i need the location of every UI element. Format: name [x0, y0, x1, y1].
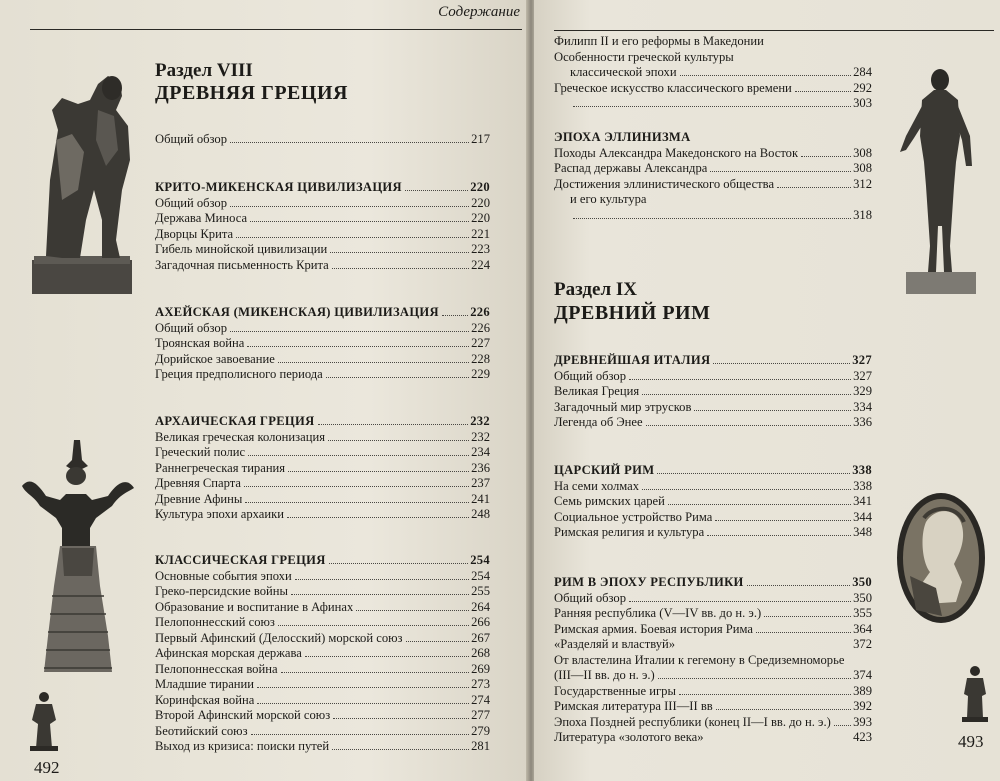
toc-entry-page: 281: [471, 739, 490, 753]
toc-entry-page: 312: [853, 176, 872, 191]
toc-entry[interactable]: [155, 211, 490, 227]
toc-entry[interactable]: [554, 96, 872, 112]
toc-entry[interactable]: [554, 715, 872, 731]
toc-entry-page: 217: [471, 132, 490, 146]
toc-entry-page: 266: [471, 615, 490, 629]
toc-entry[interactable]: [155, 739, 490, 755]
toc-entry[interactable]: [554, 637, 872, 653]
toc-entry-page: 274: [471, 692, 490, 707]
toc-entry[interactable]: [554, 606, 872, 622]
toc-entry[interactable]: [554, 479, 872, 495]
toc-entry[interactable]: [554, 384, 872, 400]
toc-heading[interactable]: [155, 180, 490, 196]
toc-entry-page: 303: [853, 96, 872, 110]
toc-entry-title: Общий обзор: [155, 195, 228, 210]
toc-entry-page: 308: [853, 161, 872, 175]
section-label: Раздел IX: [554, 279, 637, 300]
toc-heading-page: 232: [470, 414, 490, 428]
toc-entry[interactable]: [554, 369, 872, 385]
toc-entry-title: Особенности греческой культуры: [554, 49, 734, 64]
toc-entry-title: Дворцы Крита: [155, 226, 234, 241]
robed-figure-icon: [26, 690, 62, 752]
toc-entry-page: 338: [853, 478, 872, 493]
toc-entry-page: 292: [853, 80, 872, 95]
toc-entry-title: Греческий полис: [155, 445, 246, 459]
toc-entry-title: и его культура: [570, 192, 647, 206]
toc-section-achaean: [155, 305, 490, 383]
toc-heading-page: 220: [470, 180, 490, 194]
toc-section-republic: [554, 575, 872, 746]
toc-heading[interactable]: [554, 575, 872, 591]
toc-entry-page: 227: [471, 336, 490, 350]
toc-entry-page: 336: [853, 415, 872, 429]
toc-entry-page: 393: [853, 714, 872, 729]
toc-entry-page: 329: [853, 384, 872, 398]
toc-entry-title: Древняя Спарта: [155, 476, 242, 490]
toc-entry-title: (III—II вв. до н. э.): [554, 668, 655, 682]
toc-entry[interactable]: [554, 415, 872, 431]
toc-entry-title: На семи холмах: [554, 478, 640, 493]
page-number: 492: [34, 758, 60, 777]
toc-entry[interactable]: [554, 161, 872, 177]
toc-entry[interactable]: [155, 258, 490, 274]
toc-entry-page: 248: [471, 507, 490, 521]
toc-entry-page: 318: [853, 207, 872, 222]
toc-entry-page: 241: [471, 491, 490, 506]
toc-entry-title: Великая Греция: [554, 384, 640, 398]
toc-entry-page: 234: [471, 445, 490, 459]
toc-entry[interactable]: [155, 492, 490, 508]
toc-classical-continued: [554, 34, 872, 112]
toc-entry[interactable]: [554, 65, 872, 81]
toc-entry-page: 392: [853, 699, 872, 713]
toc-entry[interactable]: [155, 646, 490, 662]
toc-entry-page: 236: [471, 460, 490, 475]
toc-section-royal-rome: [554, 463, 872, 541]
toc-entry-title: Общий обзор: [155, 132, 228, 146]
toc-entry[interactable]: [155, 507, 490, 523]
toc-entry[interactable]: [554, 684, 872, 700]
toc-entry-page: 374: [853, 668, 872, 682]
toc-heading-title: АХЕЙСКАЯ (МИКЕНСКАЯ) ЦИВИЛИЗАЦИЯ: [155, 305, 439, 319]
hercules-statue-illustration: [32, 70, 136, 296]
toc-entry-page: 344: [853, 509, 872, 524]
toc-entry[interactable]: [155, 708, 490, 724]
toc-entry-title: Общий обзор: [554, 368, 627, 383]
toc-entry-page: 355: [853, 606, 872, 620]
toc-entry-title: Походы Александра Македонского на Восток: [554, 145, 799, 160]
toc-heading[interactable]: [554, 130, 872, 146]
toc-entry[interactable]: [155, 584, 490, 600]
right-page: [534, 0, 1000, 781]
toc-heading-title: КЛАССИЧЕСКАЯ ГРЕЦИЯ: [155, 553, 326, 567]
toc-entry-title: Государственные игры: [554, 683, 676, 698]
toc-entry[interactable]: [155, 631, 490, 647]
toc-heading[interactable]: [554, 353, 872, 369]
toc-entry-page: 228: [471, 351, 490, 366]
page-number: 493: [958, 732, 984, 751]
toc-entry-title: Коринфская война: [155, 692, 255, 707]
toc-heading-title: РИМ В ЭПОХУ РЕСПУБЛИКИ: [554, 575, 744, 589]
toc-section-classical-greece: [155, 553, 490, 755]
toc-entry[interactable]: [554, 653, 872, 669]
toc-entry-page: 237: [471, 476, 490, 490]
toc-entry-page: 277: [471, 708, 490, 722]
toc-entry[interactable]: [554, 400, 872, 416]
toc-entry[interactable]: [155, 724, 490, 740]
toc-entry-title: Загадочный мир этрусков: [554, 399, 692, 414]
toc-section-hellenism: [554, 130, 872, 223]
snake-goddess-figurine-illustration: [16, 436, 140, 678]
toc-entry-page: 232: [471, 429, 490, 444]
toc-entry[interactable]: [554, 622, 872, 638]
toc-entry-page: 223: [471, 242, 490, 256]
toc-entry[interactable]: [155, 461, 490, 477]
toc-entry[interactable]: [554, 34, 872, 50]
toc-entry[interactable]: [554, 525, 872, 541]
toga-figure-icon: [958, 664, 992, 724]
toc-entry-page: 269: [471, 661, 490, 676]
toc-entry[interactable]: [155, 367, 490, 383]
toc-entry-title: Греция предполисного периода: [155, 367, 323, 381]
toc-entry-title: Первый Афинский (Делосский) морской союз: [155, 630, 403, 645]
toc-entry-title: Второй Афинский морской союз: [155, 708, 331, 722]
toc-heading-page: 254: [470, 553, 490, 567]
toc-entry[interactable]: [155, 430, 490, 446]
toc-entry-page: 308: [853, 145, 872, 160]
toc-entry[interactable]: [155, 242, 490, 258]
toc-entry[interactable]: [554, 510, 872, 526]
toc-heading[interactable]: [155, 553, 490, 569]
toc-entry[interactable]: [554, 177, 872, 193]
toc-entry-page: 284: [853, 65, 872, 79]
toc-entry-page: 364: [853, 621, 872, 636]
toc-entry-title: Образование и воспитание в Афинах: [155, 599, 354, 614]
toc-entry-title: Младшие тирании: [155, 677, 255, 691]
running-head-text: Содержание: [438, 4, 520, 20]
toc-entry-title: Дорийское завоевание: [155, 351, 275, 366]
toc-entry-title: Основные события эпохи: [155, 568, 292, 583]
toc-entry-title: Социальное устройство Рима: [554, 509, 713, 524]
toc-heading[interactable]: [554, 463, 872, 479]
toc-entry[interactable]: [554, 208, 872, 224]
toc-entry-title: Беотийский союз: [155, 723, 248, 738]
toc-entry-page: 220: [471, 195, 490, 210]
toc-heading-title: АРХАИЧЕСКАЯ ГРЕЦИЯ: [155, 414, 315, 428]
toc-heading-page: 226: [470, 305, 490, 319]
cameo-portrait-illustration: [896, 492, 986, 624]
toc-entry-title: Достижения эллинистического общества: [554, 176, 775, 191]
toc-heading-page: 338: [852, 463, 872, 477]
toc-entry[interactable]: [554, 50, 872, 66]
toc-entry[interactable]: [155, 352, 490, 368]
toc-entry-title: Римская армия. Боевая история Рима: [554, 621, 753, 636]
toc-entry-title: Афинская морская держава: [155, 646, 302, 660]
toc-entry[interactable]: [155, 336, 490, 352]
toc-entry-title: Ранняя республика (V—IV вв. до н. э.): [554, 606, 762, 620]
toc-heading-title: ЭПОХА ЭЛЛИНИЗМА: [554, 130, 691, 144]
toc-entry-title: Греческое искусство классического времени: [554, 80, 792, 95]
toc-entry-title: Распад державы Александра: [554, 161, 708, 175]
toc-heading-title: ЦАРСКИЙ РИМ: [554, 463, 655, 477]
toc-entry-page: 267: [471, 630, 490, 645]
toc-entry-title: Общий обзор: [554, 590, 627, 605]
toc-entry-title: Троянская война: [155, 336, 245, 350]
toc-heading-page: 327: [852, 353, 872, 367]
toc-entry-page: 341: [853, 494, 872, 508]
running-head: [30, 0, 522, 30]
toc-entry-page: 255: [471, 584, 490, 598]
toc-entry[interactable]: [155, 321, 490, 337]
toc-entry-page: 220: [471, 211, 490, 225]
toc-entry[interactable]: [155, 196, 490, 212]
toc-entry[interactable]: [155, 600, 490, 616]
toc-entry-title: От властелина Италии к гегемону в Средиземноморье: [554, 652, 845, 667]
toc-entry-title: Греко-персидские войны: [155, 584, 288, 598]
toc-entry-page: 372: [853, 637, 872, 651]
section-label: Раздел VIII: [155, 60, 253, 81]
toc-entry-page: 264: [471, 599, 490, 614]
toc-entry[interactable]: [155, 693, 490, 709]
toc-entry-page: 389: [853, 683, 872, 698]
toc-heading-page: 350: [852, 575, 872, 589]
toc-entry[interactable]: [155, 476, 490, 492]
toc-entry[interactable]: [554, 146, 872, 162]
toc-entry-title: классической эпохи: [570, 65, 677, 79]
toc-entry[interactable]: [554, 668, 872, 684]
toc-entry-page: 423: [853, 730, 872, 744]
toc-entry-title: Гибель минойской цивилизации: [155, 242, 328, 256]
toc-entry-page: 268: [471, 646, 490, 660]
toc-entry[interactable]: [155, 615, 490, 631]
header-rule: [554, 30, 994, 31]
toc-entry-title: Пелопоннесский союз: [155, 615, 275, 629]
toc-entry[interactable]: [155, 662, 490, 678]
toc-entry-title: Легенда об Энее: [554, 415, 643, 429]
toc-entry[interactable]: [155, 569, 490, 585]
toc-entry[interactable]: [554, 494, 872, 510]
toc-entry[interactable]: [155, 132, 490, 148]
toc-overview: [155, 132, 490, 148]
toc-entry-page: 279: [471, 723, 490, 738]
toc-entry-title: Великая греческая колонизация: [155, 429, 326, 444]
toc-entry-title: Держава Миноса: [155, 211, 248, 225]
toc-entry[interactable]: [554, 192, 872, 208]
toc-entry-title: Филипп II и его реформы в Македонии: [554, 34, 764, 48]
toc-entry-title: Выход из кризиса: поиски путей: [155, 739, 330, 753]
toc-entry[interactable]: [155, 227, 490, 243]
toc-entry-title: Общий обзор: [155, 320, 228, 335]
toc-entry-title: Литература «золотого века»: [554, 730, 704, 744]
toc-entry-page: 348: [853, 525, 872, 539]
toc-heading[interactable]: [155, 414, 490, 430]
toc-entry[interactable]: [554, 730, 872, 746]
toc-heading[interactable]: [155, 305, 490, 321]
toc-entry-page: 221: [471, 226, 490, 241]
toc-entry-title: Римская литература III—II вв: [554, 699, 713, 713]
toc-entry[interactable]: [554, 699, 872, 715]
toc-entry-title: Пелопоннесская война: [155, 661, 278, 676]
toc-heading-title: ДРЕВНЕЙШАЯ ИТАЛИЯ: [554, 353, 711, 367]
toc-entry-title: Культура эпохи архаики: [155, 507, 284, 521]
toc-entry-page: 273: [471, 677, 490, 691]
toc-entry-title: Римская религия и культура: [554, 525, 705, 539]
toc-entry[interactable]: [155, 445, 490, 461]
section-title: ДРЕВНИЙ РИМ: [554, 302, 711, 324]
toc-entry-page: 254: [471, 568, 490, 583]
toc-entry-title: Раннегреческая тирания: [155, 460, 286, 475]
section-title: ДРЕВНЯЯ ГРЕЦИЯ: [155, 82, 348, 104]
toc-entry-title: Загадочная письменность Крита: [155, 257, 329, 272]
toc-section-krito-mycenaean: [155, 180, 490, 273]
toc-entry-page: 350: [853, 590, 872, 605]
toc-entry-title: «Разделяй и властвуй»: [554, 637, 676, 651]
toc-entry[interactable]: [155, 677, 490, 693]
toc-section-archaic-greece: [155, 414, 490, 523]
toc-entry-page: 229: [471, 367, 490, 381]
toc-entry-page: 327: [853, 368, 872, 383]
kouros-statue-illustration: [898, 66, 982, 296]
toc-entry-page: 226: [471, 320, 490, 335]
toc-entry-title: Древние Афины: [155, 491, 243, 506]
toc-entry[interactable]: [554, 591, 872, 607]
toc-entry-title: Эпоха Поздней республики (конец II—I вв. до н. э.): [554, 714, 831, 729]
toc-entry-page: 334: [853, 399, 872, 414]
toc-entry-title: Семь римских царей: [554, 494, 665, 508]
toc-section-ancient-italy: [554, 353, 872, 431]
toc-entry[interactable]: [554, 81, 872, 97]
toc-entry-page: 224: [471, 257, 490, 272]
toc-heading-title: КРИТО-МИКЕНСКАЯ ЦИВИЛИЗАЦИЯ: [155, 180, 402, 194]
